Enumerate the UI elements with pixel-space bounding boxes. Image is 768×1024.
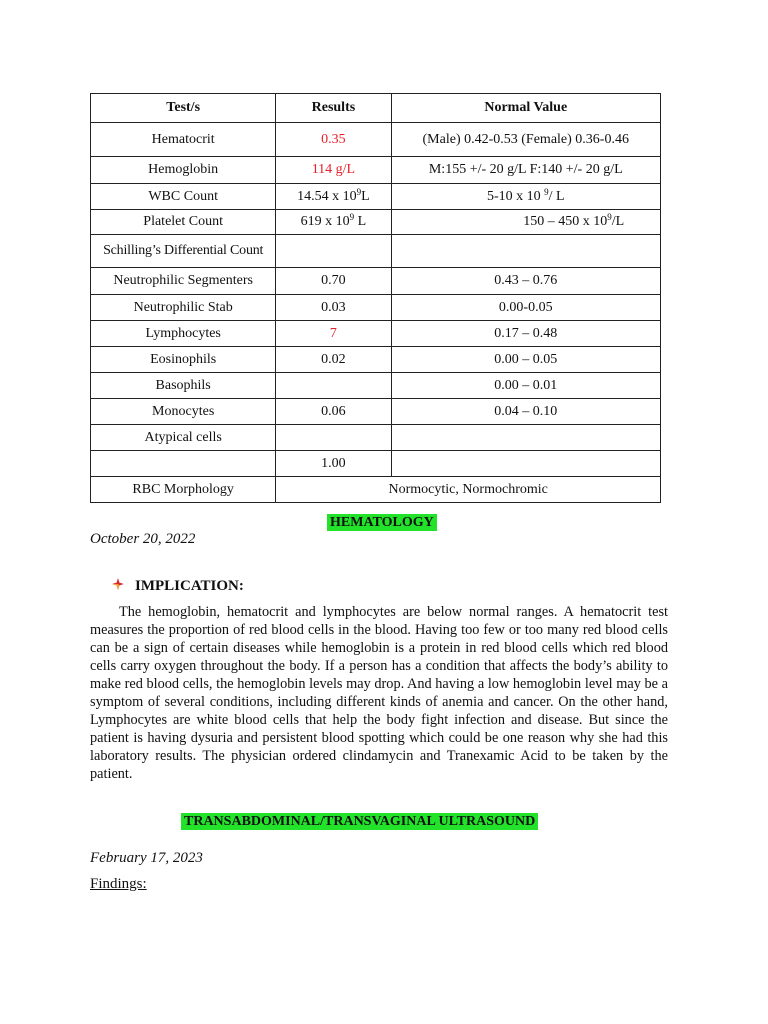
- implication-paragraph: The hemoglobin, hematocrit and lymphocytes are below normal ranges. A hematocrit test measures the proportion of red blood cells in the blood. Having too few or too many red blood cells can be a sign of certain diseases while hemoglobin is a protein in red blood cells which red blood cells carry oxygen throughout the body. If a person has a condition that affects the body’s ability to make red blood cells, the hemoglobin levels may drop. And having a low hemoglobin level may be a symptom of several conditions, including different kinds of anemia and cancer. On the other hand, Lymphocytes are white blood cells that help the body fight infection and disease. But since the patient is having dysuria and persistent blood spotting which could be one reason why she had this laboratory results. The physician ordered clindamycin and Tranexamic Acid to be taken by the patient.: [90, 604, 668, 782]
- normal-value-cell: [391, 425, 661, 451]
- result-cell: 0.03: [276, 295, 391, 321]
- table-row: [91, 123, 661, 157]
- merged-result-cell: Normocytic, Normochromic: [276, 477, 661, 503]
- normal-value-cell: 0.04 – 0.10: [391, 399, 661, 425]
- result-cell: 0.70: [276, 268, 391, 295]
- test-name-cell: Hematocrit: [91, 123, 276, 157]
- implication-heading: [112, 578, 244, 595]
- table-row: [91, 477, 661, 503]
- lab-results-table: [90, 93, 661, 503]
- normal-value-cell: 0.43 – 0.76: [391, 268, 661, 295]
- header-test: Test/s: [91, 94, 276, 123]
- test-name-cell: Atypical cells: [91, 425, 276, 451]
- test-name-cell: Neutrophilic Stab: [91, 295, 276, 321]
- result-cell: 0.35: [276, 123, 391, 157]
- normal-value-cell: (Male) 0.42-0.53 (Female) 0.36-0.46: [391, 123, 661, 157]
- header-normal-value: Normal Value: [391, 94, 661, 123]
- result-cell: [276, 235, 391, 268]
- result-cell: 14.54 x $10^9L$: [276, 184, 391, 210]
- table-row: [91, 399, 661, 425]
- result-cell: 114 g/L: [276, 157, 391, 184]
- normal-value-cell: 0.17 – 0.48: [391, 321, 661, 347]
- table-row: [91, 235, 661, 268]
- normal-value-cell: 0.00 – 0.01: [391, 373, 661, 399]
- test-name-cell: Basophils: [91, 373, 276, 399]
- table-row: [91, 184, 661, 210]
- result-cell: [276, 425, 391, 451]
- normal-value-cell: 0.00 – 0.05: [391, 347, 661, 373]
- result-cell: 1.00: [276, 451, 391, 477]
- test-name-cell: WBC Count: [91, 184, 276, 210]
- test-name-cell: Monocytes: [91, 399, 276, 425]
- ultrasound-date: February 17, 2023: [90, 850, 203, 866]
- hematology-section-label: HEMATOLOGY: [327, 514, 437, 531]
- table-row: [91, 210, 661, 235]
- table-row: [91, 425, 661, 451]
- result-cell: [276, 373, 391, 399]
- test-name-cell: Platelet Count: [91, 210, 276, 235]
- table-row: [91, 451, 661, 477]
- table-row: [91, 157, 661, 184]
- table-row: [91, 373, 661, 399]
- result-cell: 0.02: [276, 347, 391, 373]
- test-name-cell: [91, 451, 276, 477]
- result-cell: 0.06: [276, 399, 391, 425]
- table-row: [91, 347, 661, 373]
- normal-value-cell: [391, 451, 661, 477]
- table-header-row: [91, 94, 661, 123]
- test-name-cell: Eosinophils: [91, 347, 276, 373]
- test-name-cell: Schilling’s Differential Count: [91, 235, 276, 268]
- implication-heading-text: IMPLICATION:: [135, 578, 244, 594]
- result-cell: 7: [276, 321, 391, 347]
- test-name-cell: Lymphocytes: [91, 321, 276, 347]
- normal-value-cell: 5-10 x 10 $^9$/ L: [391, 184, 661, 210]
- four-point-star-bullet-icon: [112, 578, 126, 595]
- result-cell: 619 x $10^9$ L: [276, 210, 391, 235]
- findings-label: Findings:: [90, 876, 147, 892]
- ultrasound-section-label: TRANSABDOMINAL/TRANSVAGINAL ULTRASOUND: [181, 813, 538, 830]
- test-name-cell: Hemoglobin: [91, 157, 276, 184]
- header-results: Results: [276, 94, 391, 123]
- table-row: [91, 295, 661, 321]
- hematology-date: October 20, 2022: [90, 531, 196, 547]
- normal-value-cell: [391, 235, 661, 268]
- normal-value-cell: 0.00-0.05: [391, 295, 661, 321]
- table-row: [91, 321, 661, 347]
- table-row: [91, 268, 661, 295]
- test-name-cell: RBC Morphology: [91, 477, 276, 503]
- normal-value-cell: 150 – 450 x $10^9/L$: [391, 210, 661, 235]
- normal-value-cell: M:155 +/- 20 g/L F:140 +/- 20 g/L: [391, 157, 661, 184]
- test-name-cell: Neutrophilic Segmenters: [91, 268, 276, 295]
